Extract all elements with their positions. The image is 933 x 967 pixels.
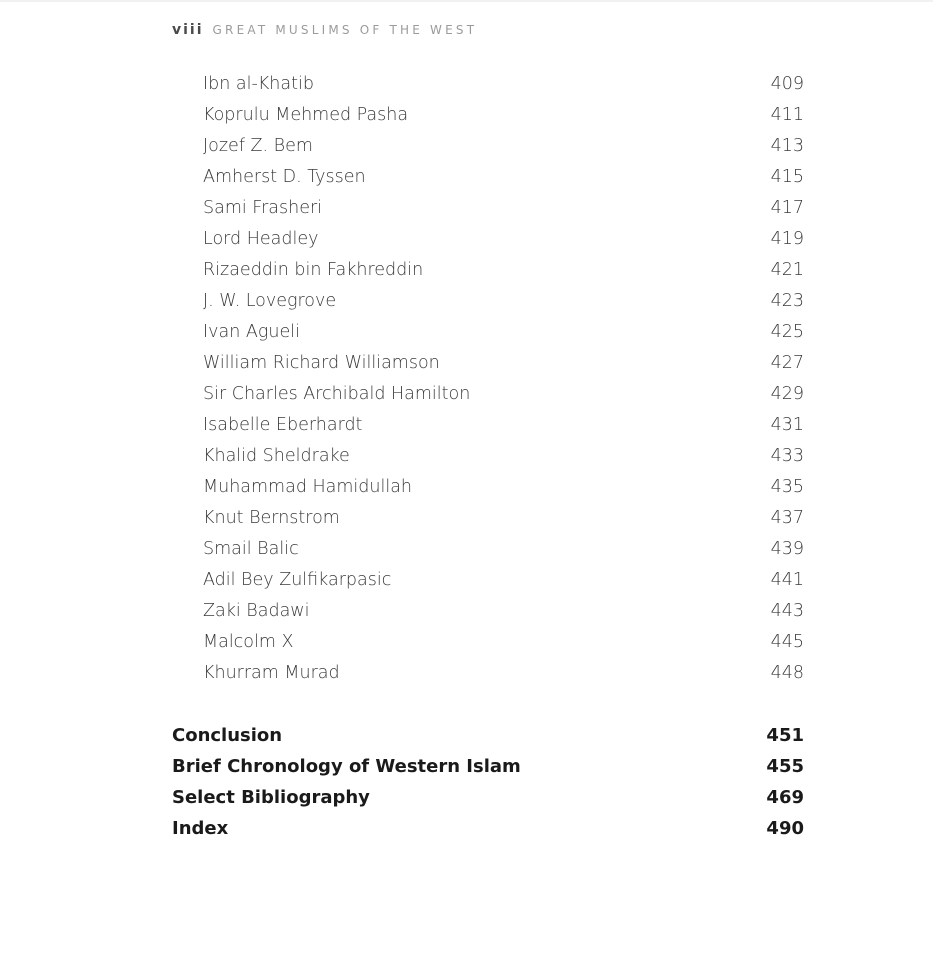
toc-entry-title: Brief Chronology of Western Islam: [172, 756, 521, 777]
toc-entry-title: Koprulu Mehmed Pasha: [203, 104, 409, 125]
toc-entry: [172, 223, 804, 254]
toc-entry: [172, 161, 804, 192]
running-head: [172, 22, 477, 40]
toc-entry-title: Lord Headley: [203, 228, 319, 249]
toc-entry: [172, 565, 804, 596]
toc-entry-page-number: 451: [766, 724, 804, 746]
toc-entry-page-number: 455: [766, 756, 804, 777]
toc-entry: [172, 68, 804, 99]
toc-entry-page-number: 469: [766, 787, 804, 809]
toc-entry-title: Rizaeddin bin Fakhreddin: [203, 259, 424, 280]
toc-entry-page-number: 429: [770, 383, 804, 404]
toc-entry-page-number: 417: [770, 197, 804, 218]
main-entry-list: [172, 720, 804, 844]
book-title: GREAT MUSLIMS OF THE WEST: [212, 23, 478, 37]
toc-entry-page-number: 419: [770, 228, 804, 249]
toc-entry-title: Malcolm X: [203, 632, 294, 653]
toc-entry-title: Khurram Murad: [203, 663, 340, 684]
toc-entry-page-number: 431: [770, 415, 804, 436]
toc-entry-page-number: 409: [770, 73, 804, 94]
toc-entry-title: J. W. Lovegrove: [203, 290, 337, 311]
table-of-contents: [172, 68, 804, 844]
toc-entry-title: Select Bibliography: [172, 787, 370, 809]
toc-entry: [172, 720, 804, 751]
toc-entry: [172, 99, 804, 130]
toc-entry-page-number: 439: [770, 539, 804, 560]
toc-entry: [172, 472, 804, 503]
toc-entry-title: Sir Charles Archibald Hamilton: [203, 383, 471, 404]
toc-entry-page-number: 445: [770, 632, 804, 653]
toc-entry: [172, 378, 804, 409]
toc-entry-page-number: 437: [770, 508, 804, 529]
toc-entry-page-number: 415: [770, 166, 804, 187]
toc-entry-title: Isabelle Eberhardt: [203, 415, 363, 436]
toc-entry: [172, 130, 804, 161]
toc-entry-page-number: 413: [770, 135, 804, 156]
toc-entry-page-number: 411: [770, 104, 804, 125]
toc-entry: [172, 782, 804, 813]
toc-entry-title: Smail Balic: [203, 539, 299, 560]
toc-entry-page-number: 441: [770, 570, 804, 591]
toc-entry: [172, 347, 804, 378]
toc-entry: [172, 534, 804, 565]
toc-entry-page-number: 435: [770, 477, 804, 498]
toc-entry-page-number: 421: [770, 259, 804, 280]
toc-entry: [172, 751, 804, 782]
toc-entry: [172, 658, 804, 689]
toc-entry-title: Jozef Z. Bem: [203, 135, 313, 156]
toc-entry-page-number: 427: [770, 352, 804, 373]
toc-entry-page-number: 433: [770, 446, 804, 467]
toc-entry-title: Index: [172, 818, 229, 840]
toc-entry: [172, 254, 804, 285]
toc-entry-title: Ibn al-Khatib: [203, 73, 314, 94]
toc-entry-title: Muhammad Hamidullah: [203, 477, 413, 498]
toc-entry-title: Adil Bey Zulfikarpasic: [203, 570, 392, 591]
sub-entry-list: [172, 68, 804, 689]
toc-entry: [172, 627, 804, 658]
toc-entry: [172, 192, 804, 223]
toc-entry-title: Amherst D. Tyssen: [203, 166, 366, 187]
toc-entry: [172, 441, 804, 472]
toc-entry-title: Sami Frasheri: [203, 197, 323, 218]
toc-entry: [172, 285, 804, 316]
toc-entry-page-number: 448: [770, 663, 804, 684]
toc-entry: [172, 503, 804, 534]
toc-entry-title: Ivan Agueli: [203, 321, 300, 342]
toc-entry-page-number: 423: [770, 290, 804, 311]
toc-entry: [172, 410, 804, 441]
toc-entry-title: William Richard Williamson: [203, 352, 440, 373]
top-rule: [0, 0, 933, 2]
toc-entry-page-number: 490: [766, 818, 804, 840]
page-folio: viii: [172, 22, 204, 38]
toc-entry-title: Khalid Sheldrake: [203, 446, 350, 467]
toc-entry-page-number: 425: [770, 321, 804, 342]
section-gap: [172, 689, 804, 720]
toc-entry-title: Zaki Badawi: [203, 601, 310, 622]
toc-entry: [172, 813, 804, 844]
toc-entry: [172, 596, 804, 627]
toc-entry-title: Conclusion: [172, 724, 283, 746]
toc-entry-page-number: 443: [770, 601, 804, 622]
toc-entry: [172, 316, 804, 347]
toc-entry-title: Knut Bernstrom: [203, 508, 340, 529]
